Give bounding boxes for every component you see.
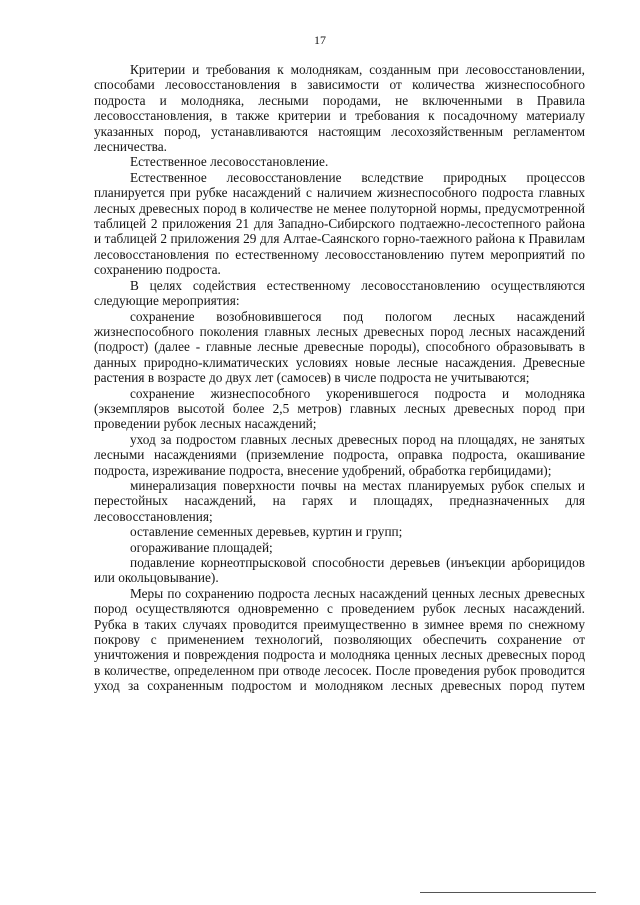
- paragraph-natural-reforestation: Естественное лесовосстановление вследствие природных процессов планируется при рубке насаждений с наличием жизнеспособного подроста главных лесных древесных пород в количестве не менее полуторной нормы, предусмотренной таблицей 2 приложения 21 для Западно-Сибирского подтаежно-лесостепного района и таблицей 2 приложения 29 для Алтае-Саянского горно-таежного района к Правилам лесовосстановления по естественному лесовосстановлению путем мероприятий по сохранению подроста.: [94, 169, 585, 278]
- paragraph-measures-intro: В целях содействия естественному лесовосстановлению осуществляются следующие мероприятия:: [94, 277, 585, 309]
- list-item-preserve-undergrowth: сохранение возобновившегося под пологом лесных насаждений жизнеспособного поколения главных лесных древесных пород лесных насаждений (подрост) (далее - главные лесные древесные породы), способного образовывать в данных природно-климатических условиях новые лесные насаждения. Древесные растения в возрасте до двух лет (самосев) в числе подроста не учитываются;: [94, 308, 585, 386]
- page-number: 17: [314, 33, 326, 47]
- list-item-root-suppression: подавление корнеотпрысковой способности деревьев (инъекции арборицидов или окольцовывание).: [94, 555, 585, 586]
- paragraph-preservation-measures: Меры по сохранению подроста лесных насаждений ценных лесных древесных пород осуществляются одновременно с проведением рубок лесных насаждений. Рубка в таких случаях проводится преимущественно в зимнее время по снежному покрову с применением технологий, позволяющих обеспечить сохранение от уничтожения и повреждения подроста и молодняка ценных лесных древесных пород в количестве, определенном при отводе лесосек. После проведения рубок проводится уход за сохраненным подростом и молодняком лесных древесных пород путем: [94, 585, 585, 694]
- list-item-undergrowth-care: уход за подростом главных лесных древесных пород на площадях, не занятых лесными насаждениями (приземление подроста, оправка подроста, окашивание подроста, изреживание подроста, внесение удобрений, обработка гербицидами);: [94, 431, 585, 478]
- bottom-rule: [420, 892, 596, 893]
- document-body: [94, 62, 585, 694]
- list-item-soil-mineralization: минерализация поверхности почвы на местах планируемых рубок спелых и перестойных насаждений, на гарях и площадях, предназначенных для лесовосстановления;: [94, 477, 585, 524]
- list-item-seed-trees: оставление семенных деревьев, куртин и групп;: [130, 524, 403, 540]
- list-item-preserve-rooted-undergrowth: сохранение жизнеспособного укоренившегося подроста и молодняка (экземпляров высотой более 2,5 метров) главных лесных древесных пород при проведении рубок лесных насаждений;: [94, 385, 585, 432]
- paragraph-natural-reforestation-heading: Естественное лесовосстановление.: [130, 154, 329, 170]
- list-item-fencing: огораживание площадей;: [130, 539, 273, 555]
- paragraph-criteria: Критерии и требования к молоднякам, созданным при лесовосстановлении, способами лесовосстановления в зависимости от количества жизнеспособного подроста и молодняка, лесными породами, не включенными в Правила лесовосстановления, в также критерии и требования к посадочному материалу указанных пород, устанавливаются настоящим лесохозяйственным регламентом лесничества.: [94, 62, 585, 155]
